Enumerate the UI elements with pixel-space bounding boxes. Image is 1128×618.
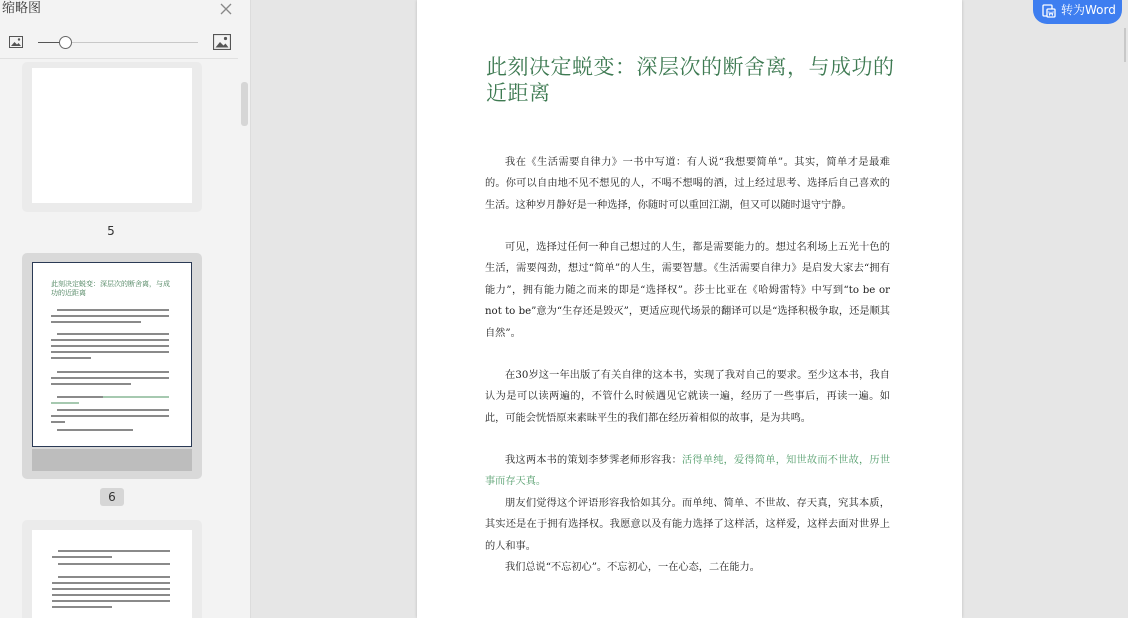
close-icon[interactable]	[218, 1, 234, 17]
convert-word-icon	[1042, 4, 1056, 18]
zoom-slider-handle[interactable]	[59, 36, 72, 49]
convert-to-word-button[interactable]	[1033, 0, 1122, 24]
convert-to-word-label: 转为Word	[1061, 3, 1116, 17]
highlighted-quote: 活得单纯，爱得简单，知世故而不世故，历世事而存天真。	[485, 455, 891, 488]
image-large-icon[interactable]	[213, 34, 231, 50]
thumbnail-page-image	[32, 530, 192, 618]
panel-title: 缩略图	[2, 1, 42, 16]
thumbnail-page-number: 5	[107, 224, 115, 238]
thumbnail-page-lower	[32, 449, 192, 471]
paragraph: 我们总说“不忘初心”。不忘初心，一在心态，二在能力。	[505, 562, 760, 573]
document-page	[417, 0, 962, 618]
thumbnail-page-5[interactable]	[22, 62, 202, 212]
paragraph: 在30岁这一年出版了有关自律的这本书，实现了我对自己的要求。至少这本书，我自认为是可以读两遍的，不管什么时候遇见它就读一遍，经历了一些事后，再读一遍。如此，可能会恍悟原来素昧平生的我们都在经历着相似的故事，是为共鸣。	[485, 370, 890, 424]
document-canvas	[251, 0, 1128, 618]
paragraph: 我在《生活需要自律力》一书中写道：有人说“我想要简单”。其实，简单才是最难的。你可以自由地不见不想见的人，不喝不想喝的酒，过上经过思考、选择后自己喜欢的生活。这种岁月静好是一种选择，你随时可以重回江湖，但又可以随时退守宁静。	[485, 157, 890, 211]
thumbnail-page-image	[32, 262, 192, 447]
thumbnail-page-7[interactable]	[22, 520, 202, 618]
image-small-icon[interactable]	[9, 36, 23, 48]
document-scrollbar[interactable]	[1124, 28, 1126, 62]
thumbnail-page-image	[32, 68, 192, 203]
thumbnail-page-6[interactable]	[22, 253, 202, 479]
paragraph	[485, 450, 890, 493]
panel-scrollbar[interactable]	[241, 82, 248, 126]
thumbnail-panel	[0, 0, 251, 618]
thumbnail-heading: 此刻决定蜕变：深层次的断舍离，与成功的近距离	[51, 280, 170, 297]
zoom-slider-row	[0, 30, 250, 56]
paragraph-text: 我这两本书的策划李梦霁老师形容我：	[505, 455, 682, 466]
thumbnail-page-number: 6	[100, 488, 124, 506]
paragraph: 可见，选择过任何一种自己想过的人生，都是需要能力的。想过名利场上五光十色的生活，需要闯劲，想过“简单”的人生，需要智慧。《生活需要自律力》是启发大家去“拥有能力”，拥有能力随之而来的即是“选择权”。莎士比亚在《哈姆雷特》中写到“to be or not to be”意为“生存还是毁灭”，更适应现代场景的翻译可以是“选择积极争取，还是顺其自然”。	[485, 242, 890, 339]
panel-divider	[0, 58, 238, 59]
paragraph: 朋友们觉得这个评语形容我恰如其分。而单纯、简单、不世故、存天真，究其本质，其实还是在于拥有选择权。我愿意以及有能力选择了这样活，这样爱，这样去面对世界上的人和事。	[485, 498, 890, 552]
chapter-title: 此刻决定蜕变：深层次的断舍离，与成功的近距离	[486, 55, 895, 105]
